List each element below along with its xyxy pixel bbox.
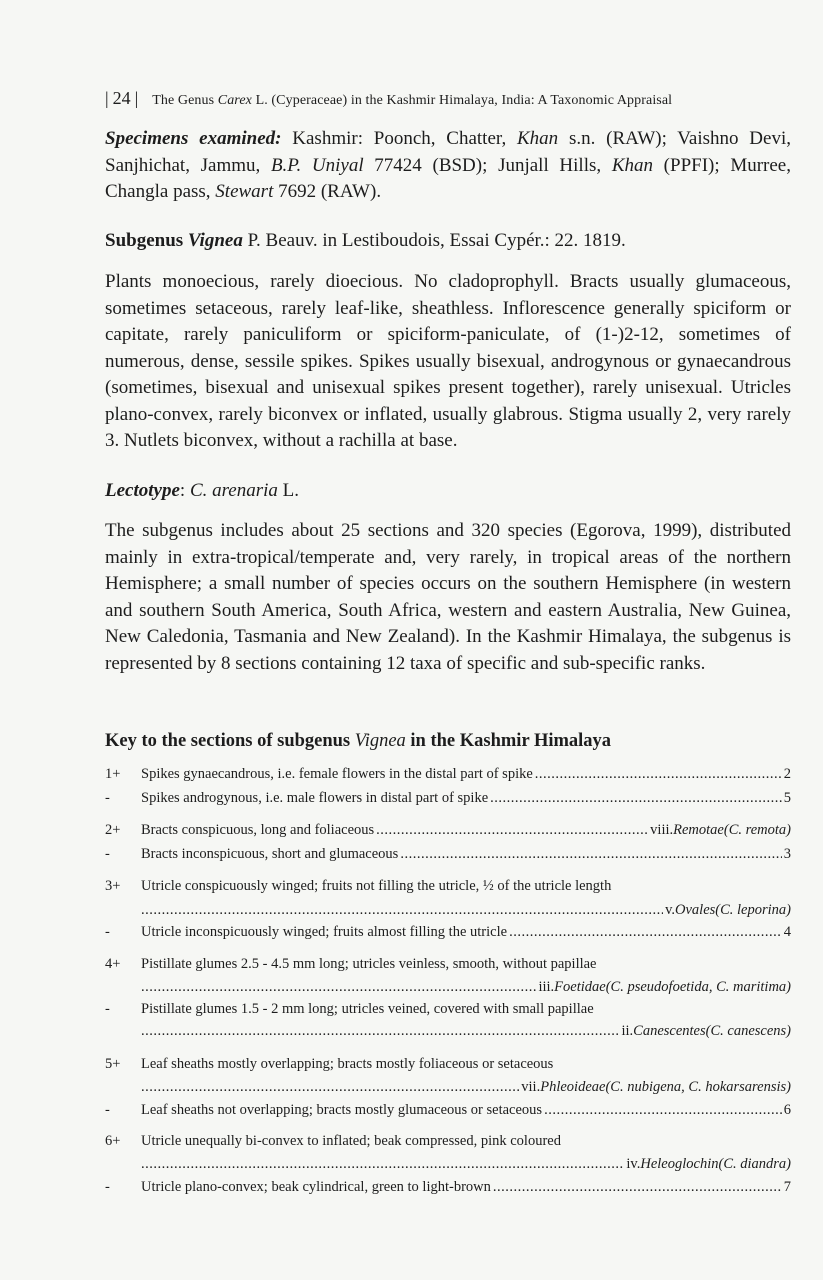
key-lead-4a: 4+ Pistillate glumes 2.5 - 4.5 mm long; utricles veinless, smooth, without papillae (105, 956, 597, 972)
key-lead-5a: 5+ Leaf sheaths mostly overlapping; bracts mostly foliaceous or setaceous (105, 1056, 554, 1072)
key-lead-2a: 2+ Bracts conspicuous, long and foliaceous ..... viii. Remotae (C. remota) (105, 820, 791, 840)
description-paragraph: Plants monoecious, rarely dioecious. No cladoprophyll. Bracts usually glumaceous, sometimes setaceous, rarely leaf-like, sheathless. Inflorescence generally spiciform or capitate, rarely paniculiform or spiciform-paniculate, of (1-)2-12, sometimes of numerous, dense, sessile spikes. Spikes usually bisexual, androgynous or gynaecandrous (sometimes, bisexual and unisexual spikes present together), rarely unisexual. Utricles plano-convex, rarely biconvex or inflated, usually glabrous. Stigma usually 2, very rarely 3. Nutlets biconvex, without a rachilla at base. (105, 271, 791, 451)
key-lead-5a-continuation: ..... vii. Phleoideae (C. nubigena, C. hokarsarensis) (105, 1077, 791, 1097)
key-heading: Key to the sections of subgenus Vignea in the Kashmir Himalaya (105, 731, 612, 751)
key-lead-4b-continuation: ..... ii. Canescentes (C. canescens) (105, 1021, 791, 1041)
page-number-left-bar: | (105, 88, 109, 108)
key-lead-3b: - Utricle inconspicuously winged; fruits almost filling the utricle ..... 4 (105, 922, 791, 942)
page-number: 24 (112, 88, 131, 108)
distribution-paragraph: The subgenus includes about 25 sections and 320 species (Egorova, 1999), distributed mainly in extra-tropical/temperate and, very rarely, in tropical areas of the northern Hemisphere; a small number of species occurs on the southern Hemisphere (in western and southern South America, South Africa, western and eastern Australia, New Guinea, New Caledonia, Tasmania and New Zealand). In the Kashmir Himalaya, the subgenus is represented by 8 sections containing 12 taxa of specific and sub-specific ranks. (105, 520, 791, 674)
page-number-right-bar: | (134, 88, 139, 108)
key-lead-6b: - Utricle plano-convex; beak cylindrical, green to light-brown ..... 7 (105, 1177, 791, 1197)
running-title: The Genus Carex L. (Cyperaceae) in the Kashmir Himalaya, India: A Taxonomic Appraisal (152, 93, 673, 108)
key-lead-6a: 6+ Utricle unequally bi-convex to inflated; beak compressed, pink coloured (105, 1133, 561, 1149)
specimens-examined-paragraph: Specimens examined: Kashmir: Poonch, Chatter, Khan s.n. (RAW); Vaishno Devi, Sanjhichat, Jammu, B.P. Uniyal 77424 (BSD); Junjall Hills, Khan (PPFI); Murree, Changla pass, Stewart 7692 (RAW). (105, 128, 791, 202)
running-header (105, 88, 795, 109)
key-lead-3a: 3+ Utricle conspicuously winged; fruits not filling the utricle, ½ of the utricle length (105, 878, 612, 894)
specimens-label: Specimens examined: (105, 128, 282, 149)
key-lead-3a-continuation: ..... v. Ovales (C. leporina) (105, 900, 791, 920)
key-lead-2b: - Bracts inconspicuous, short and glumaceous ..... 3 (105, 844, 791, 864)
lectotype-line: Lectotype: C. arenaria L. (105, 480, 300, 501)
key-lead-1b: - Spikes androgynous, i.e. male flowers in distal part of spike ..... 5 (105, 788, 791, 808)
subgenus-heading: Subgenus Vignea P. Beauv. in Lestiboudois, Essai Cypér.: 22. 1819. (105, 230, 626, 251)
key-lead-5b: - Leaf sheaths not overlapping; bracts mostly glumaceous or setaceous ..... 6 (105, 1100, 791, 1120)
key-lead-6a-continuation: ..... iv. Heleoglochin (C. diandra) (105, 1154, 791, 1174)
key-lead-4b: - Pistillate glumes 1.5 - 2 mm long; utricles veined, covered with small papillae (105, 1001, 594, 1017)
key-lead-1a: 1+ Spikes gynaecandrous, i.e. female flowers in the distal part of spike ..... 2 (105, 764, 791, 784)
key-lead-4a-continuation: ..... iii. Foetidae (C. pseudofoetida, C. maritima) (105, 977, 791, 997)
